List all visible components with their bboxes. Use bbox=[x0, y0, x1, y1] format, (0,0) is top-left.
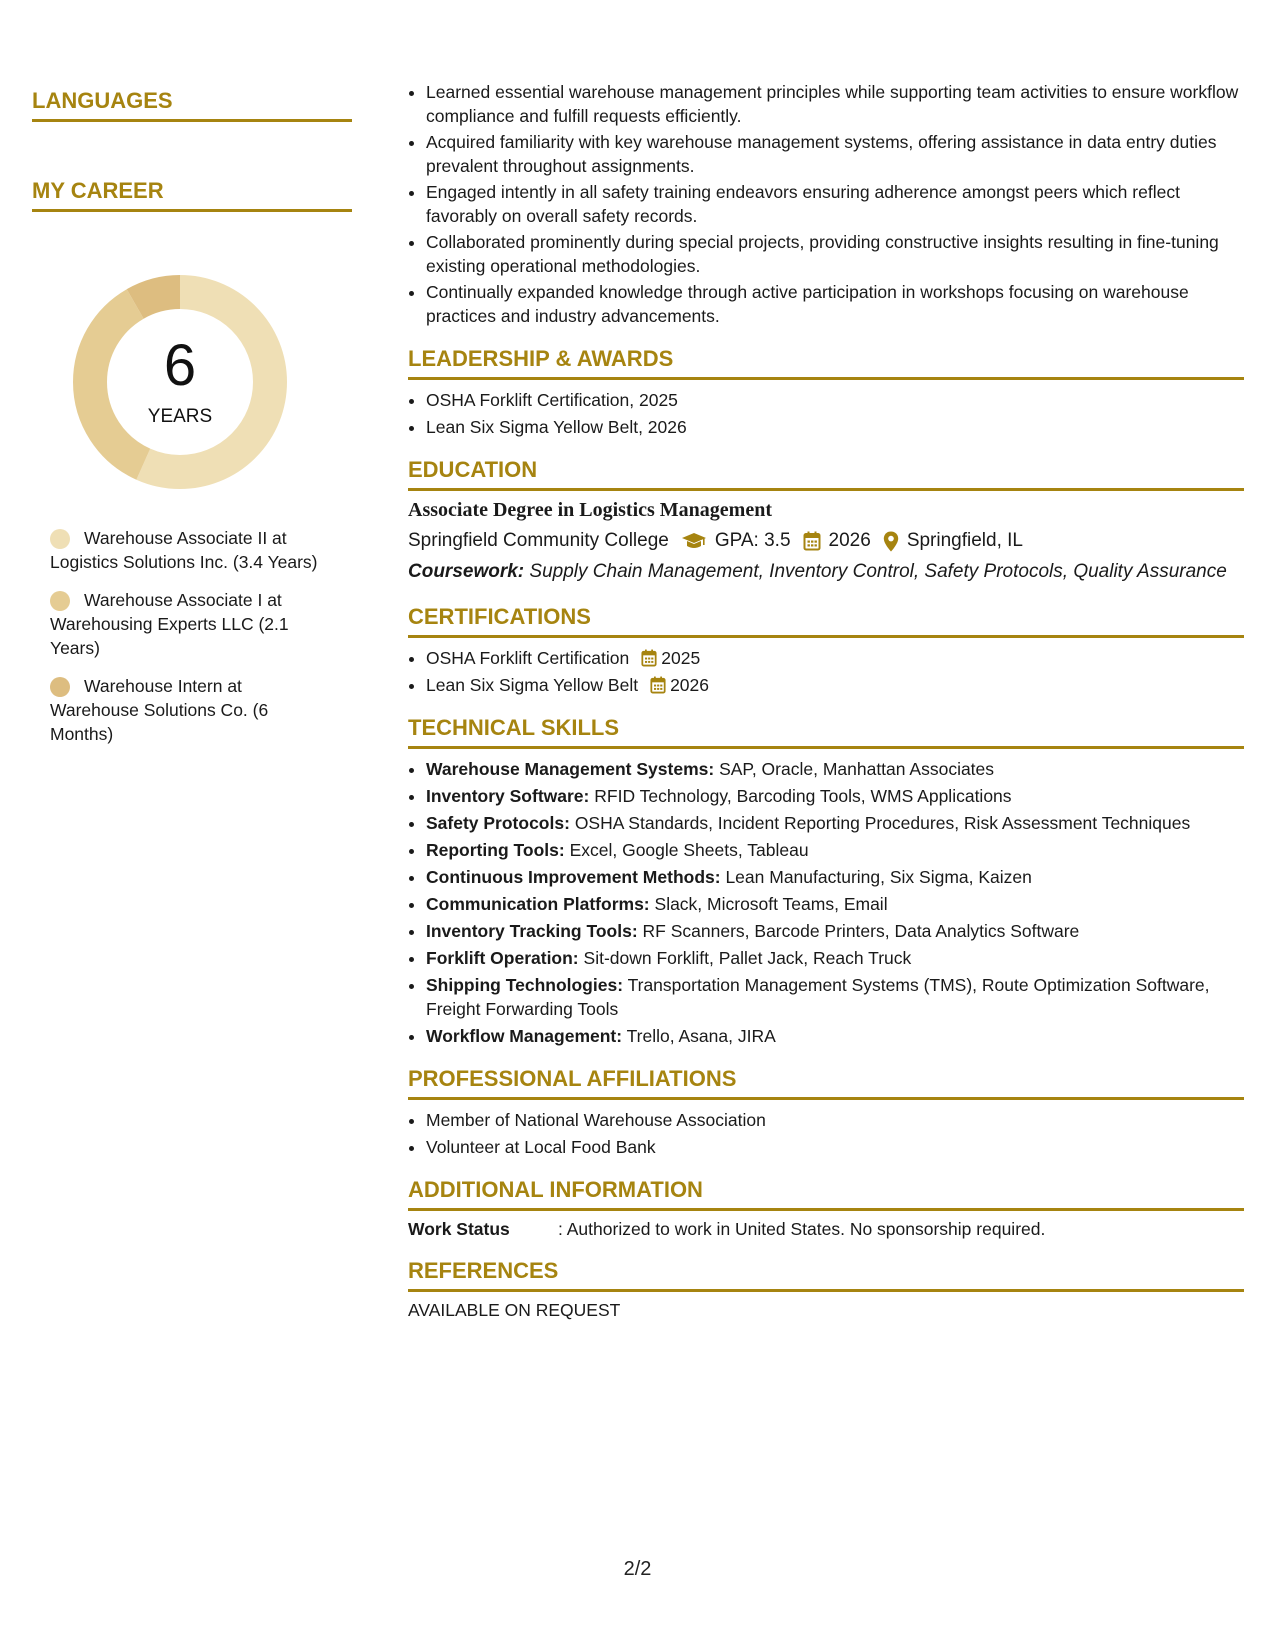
skill-value: Transportation Management Systems (TMS), Route Optimization Software, Freight Forwarding Tools bbox=[426, 975, 1210, 1019]
leadership-list bbox=[408, 388, 1244, 439]
affiliations-heading: PROFESSIONAL AFFILIATIONS bbox=[408, 1066, 1244, 1100]
legend-dot bbox=[50, 677, 70, 697]
experience-bullets bbox=[408, 80, 1244, 328]
languages-heading: LANGUAGES bbox=[32, 88, 352, 122]
legend-dot bbox=[50, 529, 70, 549]
skill-label: Safety Protocols: bbox=[426, 813, 570, 833]
skill-item bbox=[426, 865, 1244, 889]
skill-item bbox=[426, 919, 1244, 943]
gpa: GPA: 3.5 bbox=[714, 530, 791, 551]
skill-item bbox=[426, 892, 1244, 916]
certification-year: 2026 bbox=[670, 675, 710, 695]
skill-value: Sit-down Forklift, Pallet Jack, Reach Truck bbox=[583, 948, 912, 968]
career-heading: MY CAREER bbox=[32, 178, 352, 212]
skill-value: Lean Manufacturing, Six Sigma, Kaizen bbox=[725, 867, 1032, 887]
skills-list bbox=[408, 757, 1244, 1048]
certification-year: 2025 bbox=[661, 648, 701, 668]
certifications-list bbox=[408, 646, 1244, 697]
skill-item bbox=[426, 757, 1244, 781]
education-heading: EDUCATION bbox=[408, 457, 1244, 491]
additional-info-heading: ADDITIONAL INFORMATION bbox=[408, 1177, 1244, 1211]
skill-item bbox=[426, 946, 1244, 970]
references-heading: REFERENCES bbox=[408, 1258, 1244, 1292]
coursework-label: Coursework: bbox=[408, 561, 525, 582]
donut-center bbox=[66, 268, 294, 496]
legend-label: Warehouse Intern at Warehouse Solutions Co. (6 Months) bbox=[50, 676, 269, 744]
legend-dot bbox=[50, 591, 70, 611]
skill-value: RF Scanners, Barcode Printers, Data Analytics Software bbox=[642, 921, 1080, 941]
work-status-value: : Authorized to work in United States. No sponsorship required. bbox=[558, 1219, 1046, 1239]
left-column bbox=[32, 88, 352, 760]
experience-bullet: • Learned essential warehouse management principles while supporting team activities to ensure workflow compliance and fulfill requests efficiently. bbox=[426, 80, 1244, 128]
leadership-item: • Lean Six Sigma Yellow Belt, 2026 bbox=[426, 415, 1244, 439]
calendar-icon bbox=[641, 649, 657, 667]
work-status-row bbox=[408, 1219, 1244, 1240]
skill-label: Shipping Technologies: bbox=[426, 975, 624, 995]
career-legend-item bbox=[50, 588, 352, 660]
calendar-icon bbox=[650, 676, 666, 694]
skill-label: Inventory Tracking Tools: bbox=[426, 921, 638, 941]
coursework bbox=[408, 560, 1244, 584]
skill-label: Reporting Tools: bbox=[426, 840, 565, 860]
school-name: Springfield Community College bbox=[408, 530, 669, 551]
career-years-unit: YEARS bbox=[147, 406, 213, 427]
experience-bullet: • Acquired familiarity with key warehouse management systems, offering assistance in data entry duties prevalent throughout assignments. bbox=[426, 130, 1244, 178]
page-number: 2/2 bbox=[623, 1558, 652, 1580]
career-donut-chart bbox=[66, 268, 294, 496]
technical-skills-heading: TECHNICAL SKILLS bbox=[408, 715, 1244, 749]
skill-label: Inventory Software: bbox=[426, 786, 590, 806]
skill-label: Workflow Management: bbox=[426, 1026, 623, 1046]
certification-item bbox=[426, 646, 1244, 670]
skill-value: Excel, Google Sheets, Tableau bbox=[569, 840, 809, 860]
school-location: Springfield, IL bbox=[906, 530, 1023, 551]
skill-label: Forklift Operation: bbox=[426, 948, 579, 968]
career-years-value: 6 bbox=[163, 333, 197, 398]
affiliation-item: • Member of National Warehouse Association bbox=[426, 1108, 1244, 1132]
location-pin-icon bbox=[883, 531, 899, 552]
certification-item bbox=[426, 673, 1244, 697]
skill-value: OSHA Standards, Incident Reporting Procedures, Risk Assessment Techniques bbox=[574, 813, 1191, 833]
skill-label: Warehouse Management Systems: bbox=[426, 759, 715, 779]
affiliation-item: • Volunteer at Local Food Bank bbox=[426, 1135, 1244, 1159]
career-legend bbox=[50, 526, 352, 746]
certification-name: • OSHA Forklift Certification bbox=[426, 648, 630, 668]
skill-item bbox=[426, 838, 1244, 862]
affiliations-list bbox=[408, 1108, 1244, 1159]
calendar-icon bbox=[803, 531, 821, 551]
skill-item bbox=[426, 973, 1244, 1021]
skill-item bbox=[426, 784, 1244, 808]
legend-label: Warehouse Associate I at Warehousing Experts LLC (2.1 Years) bbox=[50, 590, 289, 658]
skill-label: Communication Platforms: bbox=[426, 894, 650, 914]
legend-label: Warehouse Associate II at Logistics Solutions Inc. (3.4 Years) bbox=[50, 528, 318, 572]
skill-value: RFID Technology, Barcoding Tools, WMS Applications bbox=[594, 786, 1012, 806]
career-legend-item bbox=[50, 674, 352, 746]
skill-item bbox=[426, 811, 1244, 835]
skill-value: Slack, Microsoft Teams, Email bbox=[654, 894, 888, 914]
coursework-list: Supply Chain Management, Inventory Control, Safety Protocols, Quality Assurance bbox=[529, 561, 1227, 582]
work-status-label: Work Status bbox=[408, 1219, 510, 1239]
degree-title: Associate Degree in Logistics Management bbox=[408, 499, 773, 521]
leadership-heading: LEADERSHIP & AWARDS bbox=[408, 346, 1244, 380]
skill-value: Trello, Asana, JIRA bbox=[626, 1026, 776, 1046]
certifications-heading: CERTIFICATIONS bbox=[408, 604, 1244, 638]
skill-label: Continuous Improvement Methods: bbox=[426, 867, 721, 887]
skill-item bbox=[426, 1024, 1244, 1048]
education-details bbox=[408, 530, 1244, 552]
experience-bullet: • Engaged intently in all safety training endeavors ensuring adherence amongst peers which reflect favorably on overall safety records. bbox=[426, 180, 1244, 228]
right-column bbox=[408, 80, 1244, 1321]
certification-name: • Lean Six Sigma Yellow Belt bbox=[426, 675, 639, 695]
leadership-item: • OSHA Forklift Certification, 2025 bbox=[426, 388, 1244, 412]
references-text: AVAILABLE ON REQUEST bbox=[408, 1300, 621, 1320]
skill-value: SAP, Oracle, Manhattan Associates bbox=[719, 759, 995, 779]
experience-bullet: • Continually expanded knowledge through active participation in workshops focusing on warehouse practices and industry advancements. bbox=[426, 280, 1244, 328]
graduation-cap-icon bbox=[681, 532, 707, 550]
career-legend-item bbox=[50, 526, 352, 574]
graduation-year: 2026 bbox=[828, 530, 871, 551]
experience-bullet: • Collaborated prominently during special projects, providing constructive insights resulting in fine-tuning existing operational methodologies. bbox=[426, 230, 1244, 278]
